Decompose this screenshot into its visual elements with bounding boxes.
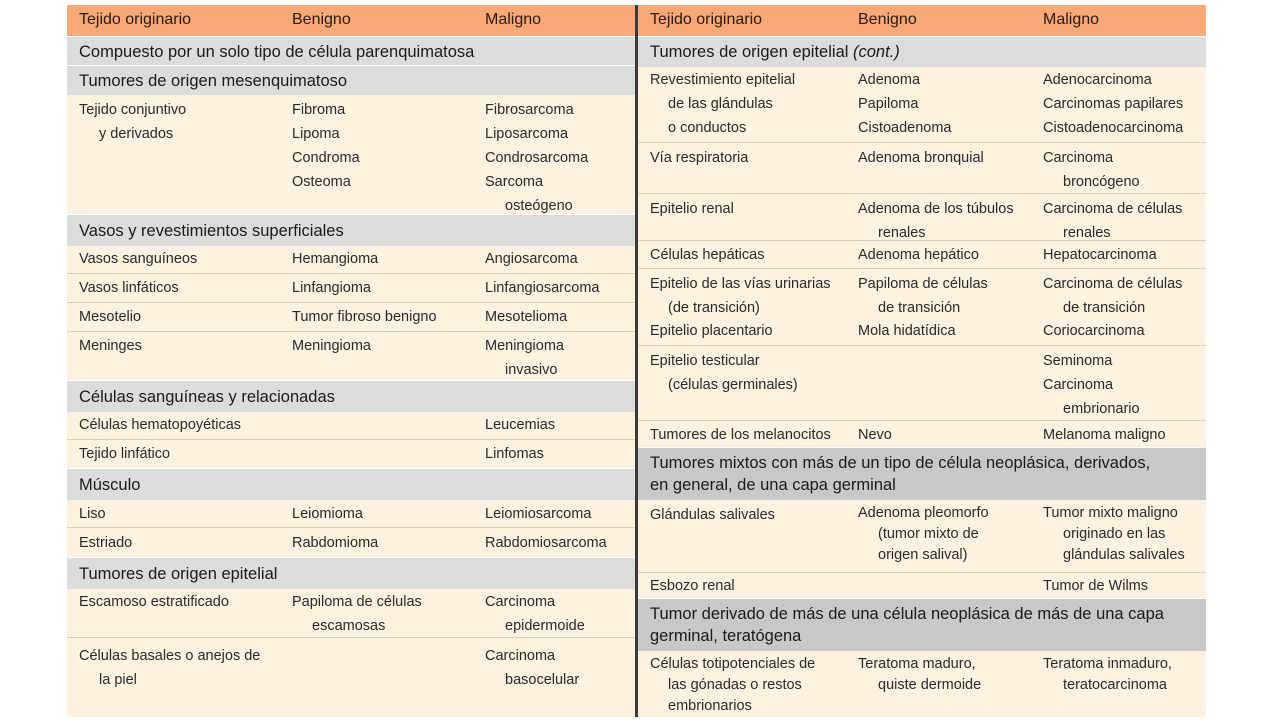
header-malignant: Maligno — [1043, 11, 1100, 28]
section-single-cell-type: Compuesto por un solo tipo de célula parenquimatosa — [67, 36, 635, 66]
table-row-totipotent: Células totipotenciales de las gónadas o restos embrionarios Teratoma maduro, quiste dermoide Teratoma inmaduro, teratocarcinoma — [650, 656, 1172, 714]
table-row-mesothelium: Mesotelio Tumor fibroso benigno Mesotelioma — [67, 302, 635, 332]
table-row-renal-anlage: Esbozo renal Tumor de Wilms — [638, 572, 1206, 599]
right-table-panel — [638, 5, 1206, 717]
table-row-urinary: Epitelio de las vías urinarias (de transición) Papiloma de células de transición Carcinoma de células de transición — [638, 268, 1206, 319]
table-row-testicular: Epitelio testicular (células germinales) Seminoma Carcinoma embrionario — [638, 345, 1206, 421]
section-muscle: Músculo — [67, 468, 635, 500]
table-row-glandular: Revestimiento epitelial de las glándulas o conductos Adenoma Papiloma Cistoadenoma Adenocarcinoma Carcinomas papilares Cistoadenocarcinoma — [650, 72, 1184, 136]
table-row-melanocytes: Tumores de los melanocitos Nevo Melanoma maligno — [638, 420, 1206, 448]
left-table-panel — [67, 5, 635, 717]
table-row-salivary: Glándulas salivales Adenoma pleomorfo (tumor mixto de origen salival) Tumor mixto maligno originado en las glándulas salivales — [650, 505, 1185, 563]
left-header-row — [67, 5, 635, 36]
table-row-placental: Epitelio placentario Mola hidatídica Coriocarcinoma — [650, 323, 1145, 339]
table-row-lymphoid: Tejido linfático Linfomas — [67, 439, 635, 469]
table-row-basal-cells: Células basales o anejos de la piel Carcinoma basocelular — [67, 637, 635, 717]
table-row-blood-vessels: Vasos sanguíneos Hemangioma Angiosarcoma — [79, 251, 578, 267]
table-row-striated-muscle: Estriado Rabdomioma Rabdomiosarcoma — [67, 527, 635, 557]
section-vessels: Vasos y revestimientos superficiales — [67, 214, 635, 246]
section-epithelial-cont: Tumores de origen epitelial (cont.) — [638, 36, 1206, 67]
section-blood-cells: Células sanguíneas y relacionadas — [67, 380, 635, 412]
header-malignant: Maligno — [485, 11, 542, 28]
table-row-hepatic: Células hepáticas Adenoma hepático Hepatocarcinoma — [638, 240, 1206, 269]
section-mesenchymal: Tumores de origen mesenquimatoso — [67, 65, 635, 95]
right-header-row — [638, 5, 1206, 36]
section-teratogenic: Tumor derivado de más de una célula neoplásica de más de una capa germinal, teratógena — [638, 598, 1206, 651]
header-origin: Tejido originario — [650, 11, 763, 28]
table-row-meninges: Meninges Meningioma Meningioma invasivo — [67, 331, 635, 380]
table-row-smooth-muscle: Liso Leiomioma Leiomiosarcoma — [79, 506, 592, 522]
header-benign: Benigno — [858, 11, 917, 28]
table-row-respiratory: Vía respiratoria Adenoma bronquial Carcinoma broncógeno — [638, 142, 1206, 194]
table-row-hematopoietic: Células hematopoyéticas Leucemias — [79, 417, 556, 433]
section-epithelial: Tumores de origen epitelial — [67, 557, 635, 589]
table-row-renal-epithelium: Epitelio renal Adenoma de los túbulos renales Carcinoma de células renales — [638, 193, 1206, 241]
table-row-lymph-vessels: Vasos linfáticos Linfangioma Linfangiosarcoma — [67, 273, 635, 303]
header-benign: Benigno — [292, 11, 351, 28]
table-row-squamous: Escamoso estratificado Papiloma de células escamosas Carcinoma epidermoide — [79, 594, 585, 634]
section-mixed-tumors: Tumores mixtos con más de un tipo de célula neoplásica, derivados, en general, de una capa germinal — [638, 447, 1206, 500]
table-row-connective: Tejido conjuntivo y derivados Fibroma Lipoma Condroma Osteoma Fibrosarcoma Liposarcoma Condrosarcoma Sarcoma osteógeno — [79, 102, 589, 214]
header-origin: Tejido originario — [79, 11, 192, 28]
